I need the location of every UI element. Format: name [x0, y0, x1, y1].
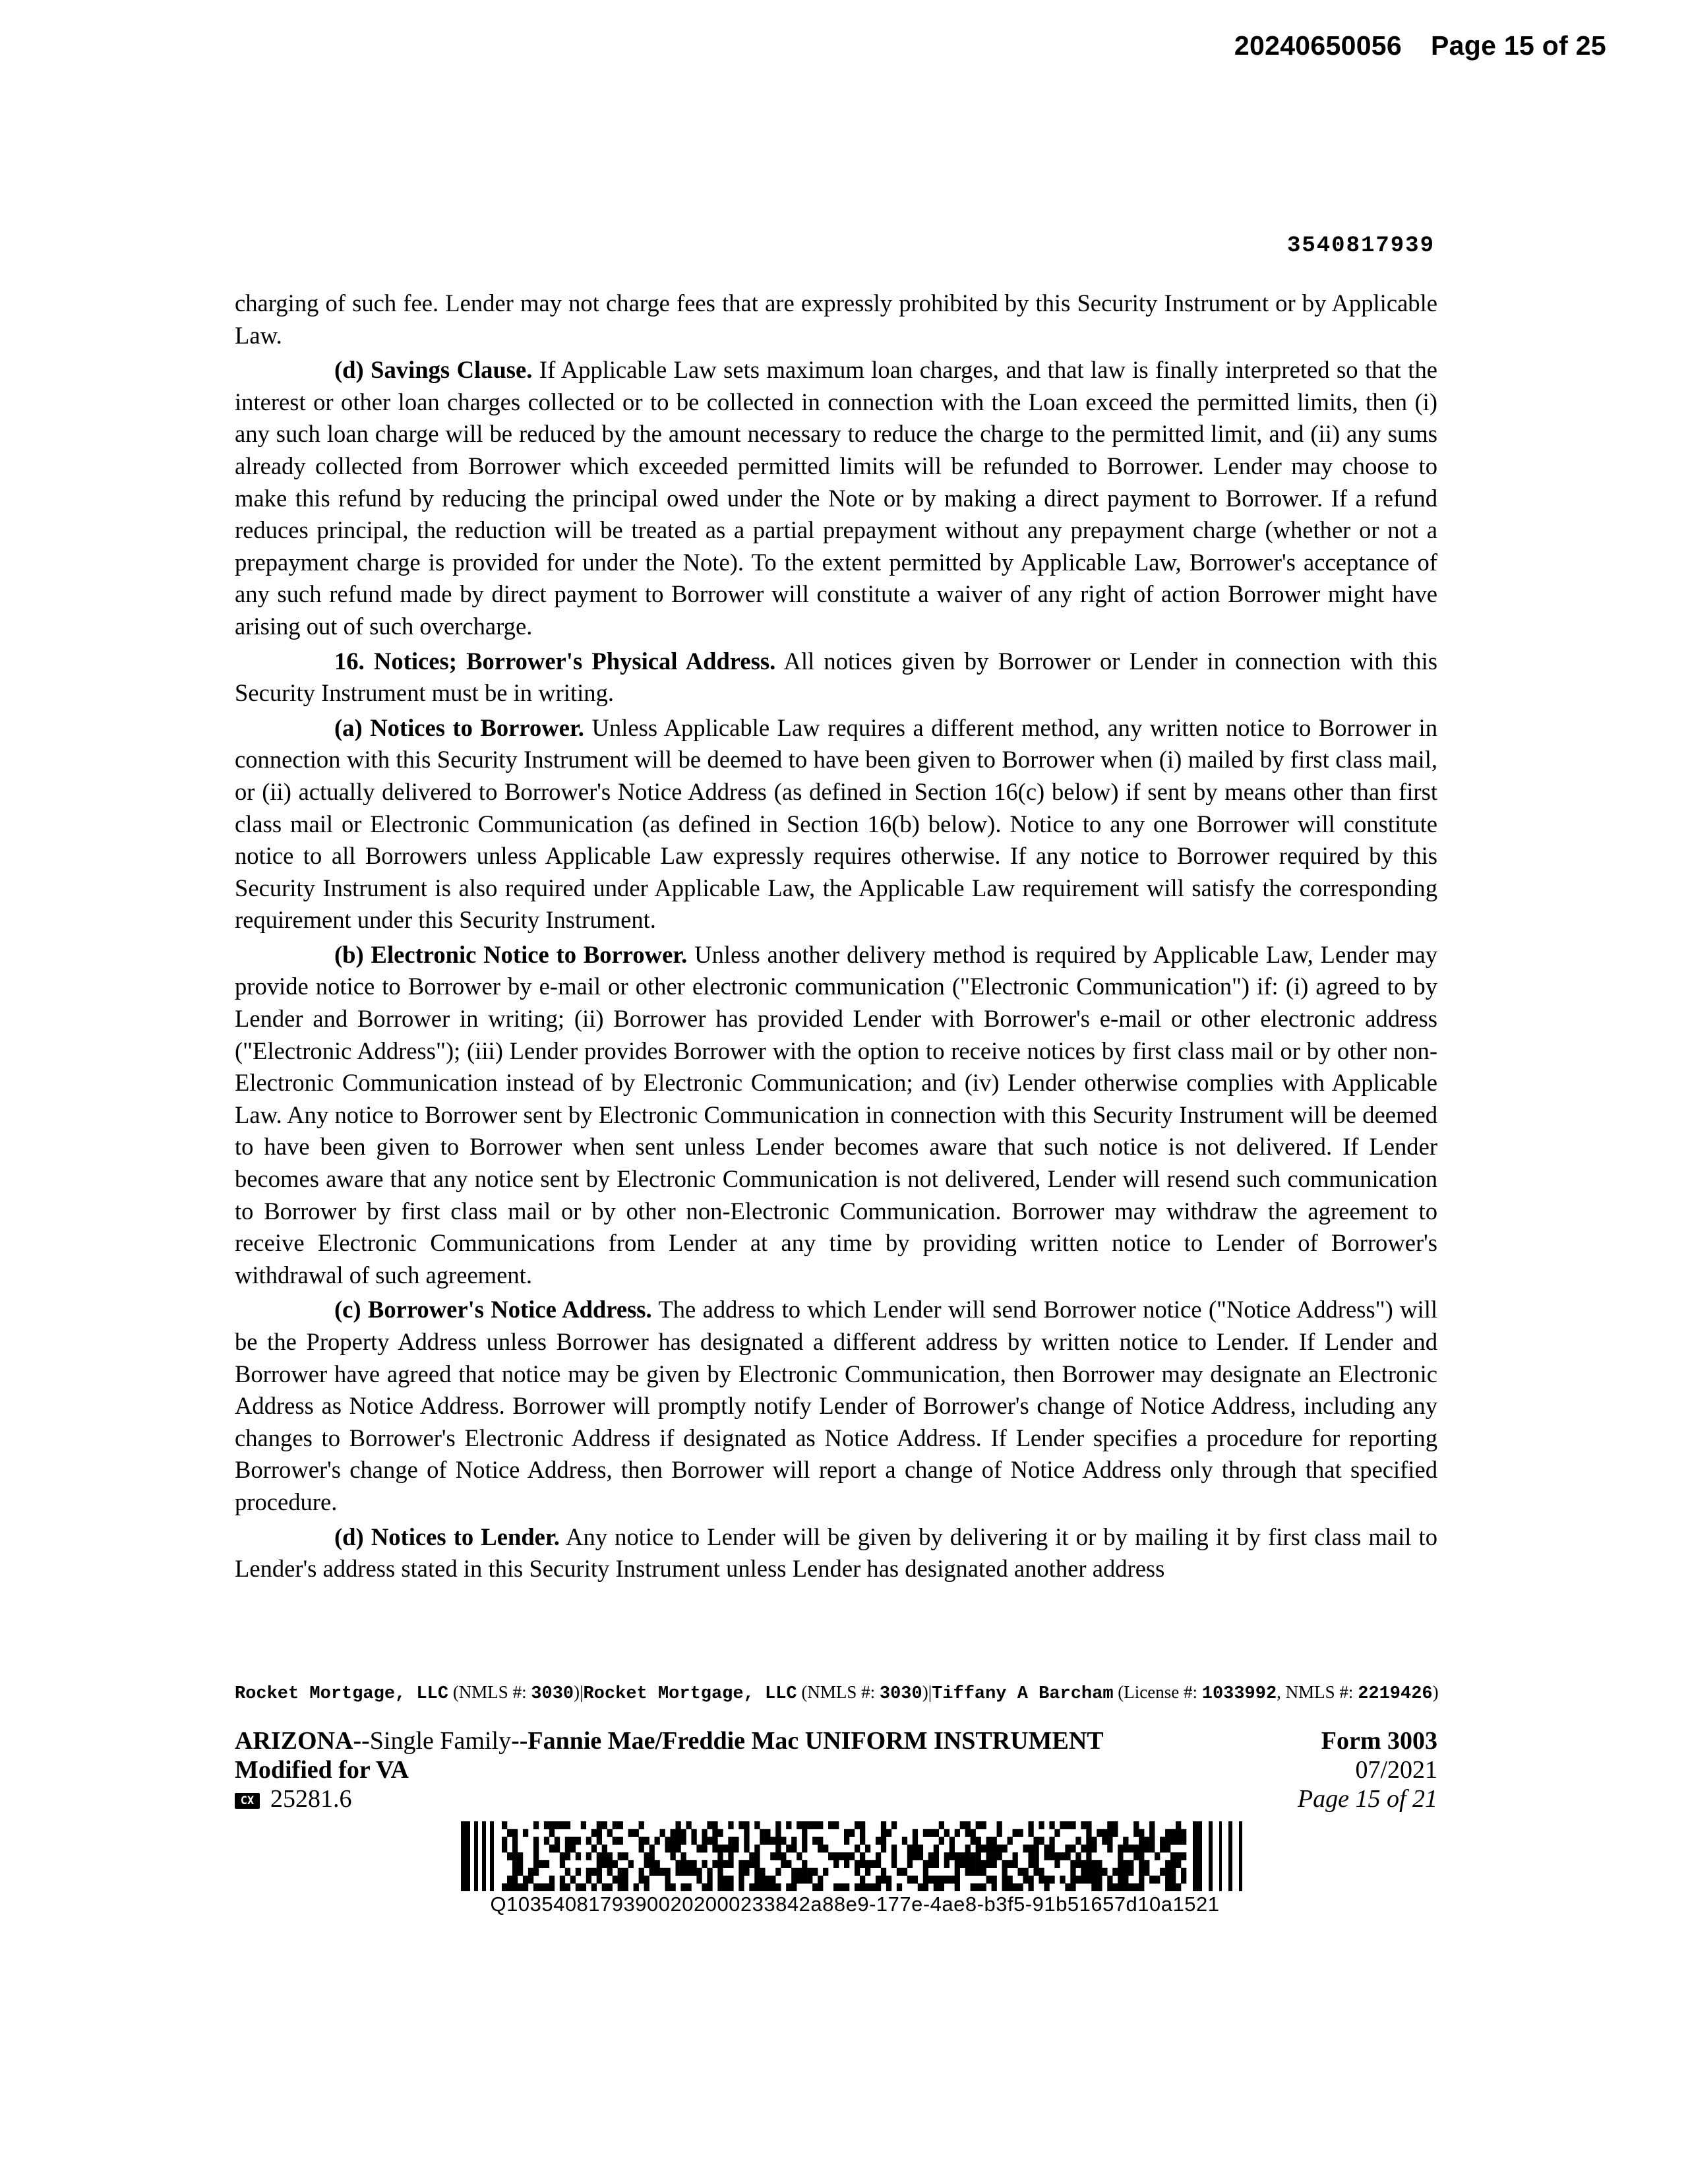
form-family: Single Family — [369, 1727, 512, 1755]
nmls-number-3: 2219426 — [1358, 1684, 1433, 1704]
text-notices: All notices given by Borrower or Lender in connection with this Security Instrument must be in writing. — [235, 647, 1437, 707]
form-number: Form 3003 — [1321, 1727, 1437, 1755]
form-date: 07/2021 — [1355, 1756, 1437, 1784]
recording-header — [1234, 30, 1606, 61]
form-modified-line — [235, 1755, 1437, 1784]
paragraph-savings-clause — [235, 354, 1437, 642]
form-state: ARIZONA — [235, 1727, 353, 1755]
lender-name-1: Rocket Mortgage, LLC — [235, 1684, 449, 1704]
form-title-line — [235, 1726, 1437, 1755]
text-notices-to-lender: Any notice to Lender will be given by delivering it or by mailing it by first class mail to Lender's address stated in this Security Instrument unless Lender has designated another address — [235, 1523, 1437, 1583]
form-modified: Modified for VA — [235, 1756, 409, 1784]
nmls-number-1: 3030 — [531, 1684, 574, 1704]
nmls-number-2: 3030 — [879, 1684, 922, 1704]
form-dash-2: -- — [511, 1727, 528, 1755]
doc-code: 25281.6 — [270, 1785, 352, 1813]
paragraph-electronic-notice — [235, 939, 1437, 1292]
form-instrument: Fannie Mae/Freddie Mac UNIFORM INSTRUMENT — [528, 1727, 1104, 1755]
separator-2: | — [928, 1682, 932, 1702]
nmls-label-1: (NMLS #: — [452, 1682, 531, 1702]
heading-notices-to-borrower: (a) Notices to Borrower. — [334, 713, 584, 741]
license-label: (License #: — [1118, 1682, 1202, 1702]
form-page: Page 15 of 21 — [1297, 1785, 1437, 1813]
recording-page-label: Page 15 of 25 — [1431, 30, 1606, 61]
recording-number: 20240650056 — [1234, 30, 1402, 61]
heading-notice-address: (c) Borrower's Notice Address. — [334, 1296, 652, 1323]
form-code-line — [235, 1784, 1437, 1813]
paragraph-notice-address — [235, 1294, 1437, 1518]
paragraph-notices-to-borrower — [235, 712, 1437, 936]
loan-number: 3540817939 — [1286, 233, 1435, 258]
text-savings-clause: If Applicable Law sets maximum loan charges, and that law is finally interpreted so that the interest or other loan charges collected or to be collected in connection with the Loan exceed the permitted limits, then (i) any such loan charge will be reduced by the amount necessary to reduce the charge to the permitted limit, and (ii) any sums already collected from Borrower which exceeded permitted limits will be refunded to Borrower. Lender may choose to make this refund by reducing the principal owed under the Note or by making a direct payment to Borrower. If a refund reduces principal, the reduction will be treated as a partial prepayment without any prepayment charge (whether or not a prepayment charge is provided for under the Note). To the extent permitted by Applicable Law, Borrower's acceptance of any such refund made by direct payment to Borrower will constitute a waiver of any right of action Borrower might have arising out of such overcharge. — [235, 356, 1437, 640]
nmls-close-3: ) — [1432, 1682, 1439, 1702]
heading-notices-to-lender: (d) Notices to Lender. — [334, 1523, 560, 1550]
text-notice-address: The address to which Lender will send Borrower notice ("Notice Address") will be the Property Address unless Borrower has designated a different address by written notice to Lender. If Lender and Borrower have agreed that notice may be given by Electronic Communication, then Borrower may designate an Electronic Address as Notice Address. Borrower will promptly notify Lender of Borrower's change of Notice Address, including any changes to Borrower's Electronic Address if designated as Notice Address. If Lender specifies a procedure for reporting Borrower's change of Notice Address, then Borrower will report a change of Notice Address only through that specified procedure. — [235, 1296, 1438, 1515]
nmls-label-3: , NMLS #: — [1277, 1682, 1358, 1702]
separator-1: | — [580, 1682, 584, 1702]
footer-lender-info — [235, 1681, 1441, 1705]
heading-savings-clause: (d) Savings Clause. — [334, 356, 533, 384]
text-notices-to-borrower: Unless Applicable Law requires a different method, any written notice to Borrower in connection with this Security Instrument will be deemed to have been given to Borrower when (i) mailed by first class mail, or (ii) actually delivered to Borrower's Notice Address (as defined in Section 16(c) below) if sent by means other than first class mail or Electronic Communication (as defined in Section 16(b) below). Notice to any one Borrower will constitute notice to all Borrowers unless Applicable Law expressly requires otherwise. If any notice to Borrower required by this Security Instrument is also required under Applicable Law, the Applicable Law requirement will satisfy the corresponding requirement under this Security Instrument. — [235, 713, 1437, 934]
cx-logo-icon: CX — [235, 1793, 260, 1809]
paragraph-notices — [235, 646, 1437, 710]
document-body — [235, 288, 1437, 1588]
barcode-image — [461, 1821, 1249, 1891]
paragraph-fee-continuation: charging of such fee. Lender may not charge fees that are expressly prohibited by this Security Instrument or by Applicable Law. — [235, 289, 1437, 349]
nmls-close-2: ) — [922, 1682, 928, 1702]
nmls-label-2: (NMLS #: — [801, 1682, 880, 1702]
heading-electronic-notice: (b) Electronic Notice to Borrower. — [334, 940, 688, 968]
originator-name: Tiffany A Barcham — [932, 1684, 1114, 1704]
nmls-close-1: ) — [574, 1682, 580, 1702]
license-number: 1033992 — [1201, 1684, 1277, 1704]
lender-name-2: Rocket Mortgage, LLC — [583, 1684, 797, 1704]
barcode-text: Q10354081793900202000233842a88e9-177e-4ae8-b3f5-91b51657d10a1521 — [490, 1893, 1220, 1916]
paragraph-notices-to-lender — [235, 1521, 1437, 1585]
form-dash-1: -- — [353, 1727, 370, 1755]
heading-notices: 16. Notices; Borrower's Physical Address. — [334, 647, 776, 675]
text-electronic-notice: Unless another delivery method is required by Applicable Law, Lender may provide notice to Borrower by e-mail or other electronic communication ("Electronic Communication") if: (i) agreed to by Lender and Borrower in writing; (ii) Borrower has provided Lender with Borrower's e-mail or other electronic address ("Electronic Address"); (iii) Lender provides Borrower with the option to receive notices by first class mail or by other non-Electronic Communication instead of by Electronic Communication; and (iv) Lender otherwise complies with Applicable Law. Any notice to Borrower sent by Electronic Communication in connection with this Security Instrument will be deemed to have been given to Borrower when sent unless Lender becomes aware that such notice is not delivered. If Lender becomes aware that any notice sent by Electronic Communication is not delivered, Lender will resend such communication to Borrower by first class mail or by other non-Electronic Communication. Borrower may withdraw the agreement to receive Electronic Communications from Lender at any time by providing written notice to Lender of Borrower's withdrawal of such agreement. — [235, 940, 1437, 1289]
